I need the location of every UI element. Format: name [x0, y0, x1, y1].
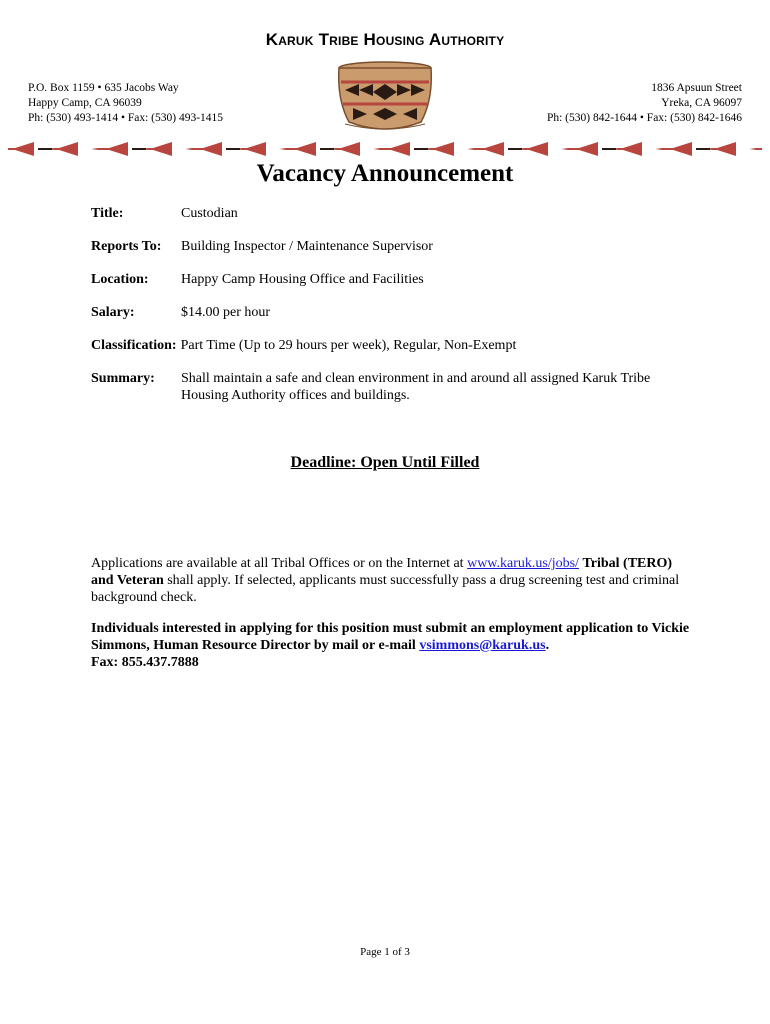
para-text: shall apply. If selected, applicants must successfully pass a drug screening test and criminal background check. [91, 573, 680, 605]
left-address-line1: P.O. Box 1159 • 635 Jacobs Way [28, 82, 179, 94]
jobs-link[interactable]: www.karuk.us/jobs/ [467, 556, 579, 571]
deadline-heading: Deadline: Open Until Filled [290, 454, 480, 471]
email-link[interactable]: vsimmons@karuk.us [419, 638, 546, 653]
page-number: Page 1 of 3 [360, 946, 410, 958]
field-label: Title: [91, 206, 124, 221]
field-salary [91, 304, 691, 321]
field-title [91, 205, 691, 222]
field-label: Classification: [91, 338, 177, 353]
left-address [28, 81, 223, 126]
field-label: Location: [91, 272, 149, 287]
left-address-line3: Ph: (530) 493-1414 • Fax: (530) 493-1415 [28, 112, 224, 124]
decorative-border [8, 138, 762, 160]
para-text: Applications are available at all Tribal Offices or on the Internet at [91, 556, 468, 571]
apply-instructions-paragraph [91, 620, 691, 671]
right-address [547, 81, 742, 126]
left-address-line2: Happy Camp, CA 96039 [28, 97, 142, 109]
applications-paragraph [91, 555, 691, 606]
para-bold-text: Tribal (TERO) and Veteran [91, 556, 673, 588]
field-classification [91, 337, 691, 354]
field-reports-to [91, 238, 691, 255]
field-label: Summary: [91, 371, 155, 386]
field-location [91, 271, 691, 288]
para-text: Individuals interested in applying for this position must submit an employment application to Vickie Simmons, Human Resource Director by mail or e-mail [91, 621, 690, 653]
fields-list [91, 205, 691, 420]
field-value: $14.00 per hour [181, 305, 271, 320]
field-summary [91, 370, 691, 404]
basket-icon [335, 60, 435, 134]
field-label: Salary: [91, 305, 135, 320]
field-label: Reports To: [91, 239, 162, 254]
right-address-line1: 1836 Apsuun Street [651, 82, 742, 94]
field-value: Building Inspector / Maintenance Supervisor [181, 239, 433, 254]
right-address-line3: Ph: (530) 842-1644 • Fax: (530) 842-1646 [546, 112, 742, 124]
field-value: Shall maintain a safe and clean environment in and around all assigned Karuk Tribe Housing Authority offices and buildings. [181, 371, 651, 403]
para-text: . [545, 638, 550, 653]
field-value: Custodian [181, 206, 238, 221]
field-value: Part Time (Up to 29 hours per week), Regular, Non-Exempt [180, 338, 517, 353]
document-title: Vacancy Announcement [256, 160, 514, 187]
right-address-line2: Yreka, CA 96097 [661, 97, 742, 109]
field-value: Happy Camp Housing Office and Facilities [181, 272, 424, 287]
fax-number: Fax: 855.437.7888 [91, 655, 199, 670]
org-name: Karuk Tribe Housing Authority [265, 30, 505, 49]
